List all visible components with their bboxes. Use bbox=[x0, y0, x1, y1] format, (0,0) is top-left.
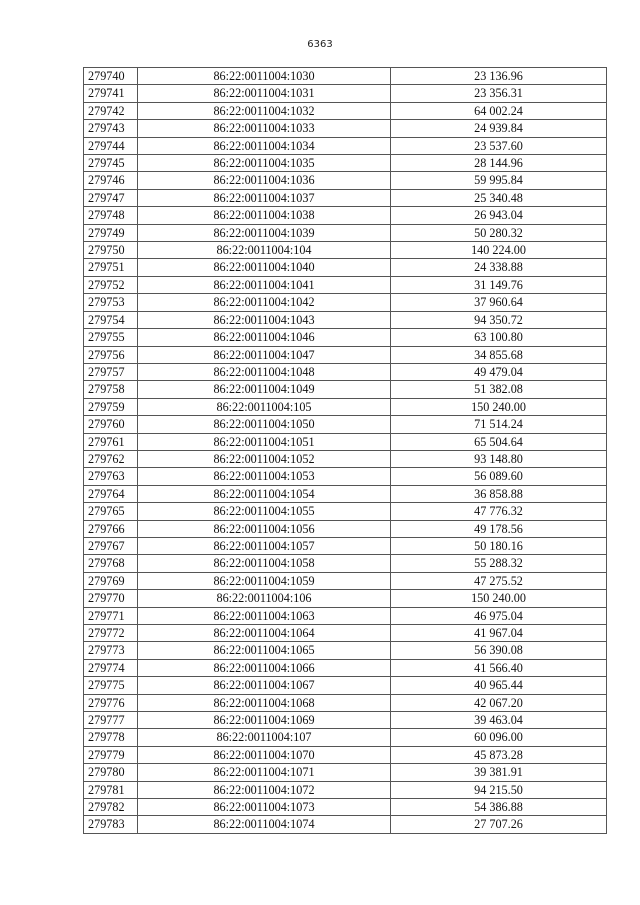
cadastral-number-cell: 86:22:0011004:1066 bbox=[138, 659, 391, 676]
cadastral-number-cell: 86:22:0011004:1070 bbox=[138, 746, 391, 763]
value-cell: 39 381.91 bbox=[391, 764, 607, 781]
row-number-cell: 279748 bbox=[84, 207, 138, 224]
value-cell: 36 858.88 bbox=[391, 485, 607, 502]
cadastral-number-cell: 86:22:0011004:1034 bbox=[138, 137, 391, 154]
cadastral-number-cell: 86:22:0011004:105 bbox=[138, 398, 391, 415]
table-row bbox=[84, 781, 607, 798]
value-cell: 49 178.56 bbox=[391, 520, 607, 537]
value-cell: 37 960.64 bbox=[391, 294, 607, 311]
value-cell: 34 855.68 bbox=[391, 346, 607, 363]
table-row bbox=[84, 381, 607, 398]
value-cell: 55 288.32 bbox=[391, 555, 607, 572]
row-number-cell: 279747 bbox=[84, 189, 138, 206]
row-number-cell: 279759 bbox=[84, 398, 138, 415]
cadastral-number-cell: 86:22:0011004:1041 bbox=[138, 276, 391, 293]
value-cell: 23 356.31 bbox=[391, 85, 607, 102]
table-row bbox=[84, 189, 607, 206]
cadastral-number-cell: 86:22:0011004:1050 bbox=[138, 416, 391, 433]
cadastral-number-cell: 86:22:0011004:1065 bbox=[138, 642, 391, 659]
cadastral-number-cell: 86:22:0011004:1038 bbox=[138, 207, 391, 224]
cadastral-number-cell: 86:22:0011004:1042 bbox=[138, 294, 391, 311]
value-cell: 41 967.04 bbox=[391, 625, 607, 642]
table-row bbox=[84, 642, 607, 659]
cadastral-number-cell: 86:22:0011004:1043 bbox=[138, 311, 391, 328]
table-row bbox=[84, 242, 607, 259]
row-number-cell: 279753 bbox=[84, 294, 138, 311]
table-row bbox=[84, 712, 607, 729]
table-row bbox=[84, 694, 607, 711]
value-cell: 50 280.32 bbox=[391, 224, 607, 241]
table-row bbox=[84, 659, 607, 676]
row-number-cell: 279765 bbox=[84, 503, 138, 520]
row-number-cell: 279740 bbox=[84, 68, 138, 85]
table-row bbox=[84, 799, 607, 816]
cadastral-number-cell: 86:22:0011004:1031 bbox=[138, 85, 391, 102]
registry-table bbox=[83, 67, 607, 834]
table-row bbox=[84, 572, 607, 589]
value-cell: 41 566.40 bbox=[391, 659, 607, 676]
table-row bbox=[84, 729, 607, 746]
cadastral-number-cell: 86:22:0011004:1030 bbox=[138, 68, 391, 85]
row-number-cell: 279776 bbox=[84, 694, 138, 711]
cadastral-number-cell: 86:22:0011004:1051 bbox=[138, 433, 391, 450]
row-number-cell: 279774 bbox=[84, 659, 138, 676]
row-number-cell: 279764 bbox=[84, 485, 138, 502]
row-number-cell: 279746 bbox=[84, 172, 138, 189]
row-number-cell: 279743 bbox=[84, 120, 138, 137]
row-number-cell: 279777 bbox=[84, 712, 138, 729]
table-row bbox=[84, 433, 607, 450]
cadastral-number-cell: 86:22:0011004:1039 bbox=[138, 224, 391, 241]
value-cell: 31 149.76 bbox=[391, 276, 607, 293]
value-cell: 59 995.84 bbox=[391, 172, 607, 189]
table-row bbox=[84, 590, 607, 607]
row-number-cell: 279754 bbox=[84, 311, 138, 328]
cadastral-number-cell: 86:22:0011004:1057 bbox=[138, 537, 391, 554]
value-cell: 64 002.24 bbox=[391, 102, 607, 119]
value-cell: 94 215.50 bbox=[391, 781, 607, 798]
value-cell: 56 089.60 bbox=[391, 468, 607, 485]
cadastral-number-cell: 86:22:0011004:1059 bbox=[138, 572, 391, 589]
row-number-cell: 279770 bbox=[84, 590, 138, 607]
value-cell: 27 707.26 bbox=[391, 816, 607, 833]
cadastral-number-cell: 86:22:0011004:1074 bbox=[138, 816, 391, 833]
value-cell: 46 975.04 bbox=[391, 607, 607, 624]
row-number-cell: 279775 bbox=[84, 677, 138, 694]
cadastral-number-cell: 86:22:0011004:1073 bbox=[138, 799, 391, 816]
value-cell: 60 096.00 bbox=[391, 729, 607, 746]
value-cell: 23 537.60 bbox=[391, 137, 607, 154]
cadastral-number-cell: 86:22:0011004:1033 bbox=[138, 120, 391, 137]
cadastral-number-cell: 86:22:0011004:1072 bbox=[138, 781, 391, 798]
cadastral-number-cell: 86:22:0011004:1035 bbox=[138, 155, 391, 172]
cadastral-number-cell: 86:22:0011004:106 bbox=[138, 590, 391, 607]
table-row bbox=[84, 294, 607, 311]
row-number-cell: 279745 bbox=[84, 155, 138, 172]
table-row bbox=[84, 555, 607, 572]
row-number-cell: 279750 bbox=[84, 242, 138, 259]
table-row bbox=[84, 607, 607, 624]
row-number-cell: 279771 bbox=[84, 607, 138, 624]
cadastral-number-cell: 86:22:0011004:1052 bbox=[138, 450, 391, 467]
cadastral-number-cell: 86:22:0011004:1067 bbox=[138, 677, 391, 694]
value-cell: 65 504.64 bbox=[391, 433, 607, 450]
row-number-cell: 279782 bbox=[84, 799, 138, 816]
table-row bbox=[84, 677, 607, 694]
table-row bbox=[84, 625, 607, 642]
value-cell: 150 240.00 bbox=[391, 398, 607, 415]
row-number-cell: 279762 bbox=[84, 450, 138, 467]
value-cell: 94 350.72 bbox=[391, 311, 607, 328]
table-row bbox=[84, 398, 607, 415]
table-row bbox=[84, 485, 607, 502]
table-row bbox=[84, 764, 607, 781]
table-row bbox=[84, 468, 607, 485]
row-number-cell: 279751 bbox=[84, 259, 138, 276]
value-cell: 39 463.04 bbox=[391, 712, 607, 729]
cadastral-number-cell: 86:22:0011004:1071 bbox=[138, 764, 391, 781]
table-row bbox=[84, 155, 607, 172]
table-row bbox=[84, 746, 607, 763]
cadastral-number-cell: 86:22:0011004:1054 bbox=[138, 485, 391, 502]
row-number-cell: 279768 bbox=[84, 555, 138, 572]
table-row bbox=[84, 259, 607, 276]
table-row bbox=[84, 416, 607, 433]
row-number-cell: 279756 bbox=[84, 346, 138, 363]
table-row bbox=[84, 450, 607, 467]
table-row bbox=[84, 85, 607, 102]
value-cell: 45 873.28 bbox=[391, 746, 607, 763]
table-row bbox=[84, 137, 607, 154]
row-number-cell: 279761 bbox=[84, 433, 138, 450]
cadastral-number-cell: 86:22:0011004:107 bbox=[138, 729, 391, 746]
table-row bbox=[84, 224, 607, 241]
cadastral-number-cell: 86:22:0011004:1047 bbox=[138, 346, 391, 363]
table-row bbox=[84, 329, 607, 346]
cadastral-number-cell: 86:22:0011004:1037 bbox=[138, 189, 391, 206]
row-number-cell: 279752 bbox=[84, 276, 138, 293]
page-number: 6363 bbox=[307, 39, 333, 50]
cadastral-number-cell: 86:22:0011004:1036 bbox=[138, 172, 391, 189]
cadastral-number-cell: 86:22:0011004:1032 bbox=[138, 102, 391, 119]
row-number-cell: 279760 bbox=[84, 416, 138, 433]
table-row bbox=[84, 503, 607, 520]
row-number-cell: 279755 bbox=[84, 329, 138, 346]
cadastral-number-cell: 86:22:0011004:1048 bbox=[138, 363, 391, 380]
value-cell: 56 390.08 bbox=[391, 642, 607, 659]
table-row bbox=[84, 311, 607, 328]
value-cell: 150 240.00 bbox=[391, 590, 607, 607]
row-number-cell: 279757 bbox=[84, 363, 138, 380]
cadastral-number-cell: 86:22:0011004:1056 bbox=[138, 520, 391, 537]
cadastral-number-cell: 86:22:0011004:1046 bbox=[138, 329, 391, 346]
value-cell: 26 943.04 bbox=[391, 207, 607, 224]
table-row bbox=[84, 346, 607, 363]
cadastral-number-cell: 86:22:0011004:104 bbox=[138, 242, 391, 259]
table-row bbox=[84, 537, 607, 554]
value-cell: 50 180.16 bbox=[391, 537, 607, 554]
value-cell: 40 965.44 bbox=[391, 677, 607, 694]
row-number-cell: 279773 bbox=[84, 642, 138, 659]
value-cell: 42 067.20 bbox=[391, 694, 607, 711]
row-number-cell: 279744 bbox=[84, 137, 138, 154]
row-number-cell: 279772 bbox=[84, 625, 138, 642]
table-row bbox=[84, 102, 607, 119]
row-number-cell: 279778 bbox=[84, 729, 138, 746]
table-body bbox=[84, 68, 607, 834]
cadastral-number-cell: 86:22:0011004:1049 bbox=[138, 381, 391, 398]
table-row bbox=[84, 816, 607, 833]
table-row bbox=[84, 172, 607, 189]
cadastral-number-cell: 86:22:0011004:1053 bbox=[138, 468, 391, 485]
value-cell: 28 144.96 bbox=[391, 155, 607, 172]
value-cell: 24 939.84 bbox=[391, 120, 607, 137]
row-number-cell: 279783 bbox=[84, 816, 138, 833]
cadastral-number-cell: 86:22:0011004:1058 bbox=[138, 555, 391, 572]
row-number-cell: 279758 bbox=[84, 381, 138, 398]
row-number-cell: 279763 bbox=[84, 468, 138, 485]
table-row bbox=[84, 520, 607, 537]
cadastral-number-cell: 86:22:0011004:1055 bbox=[138, 503, 391, 520]
value-cell: 47 776.32 bbox=[391, 503, 607, 520]
value-cell: 140 224.00 bbox=[391, 242, 607, 259]
row-number-cell: 279779 bbox=[84, 746, 138, 763]
cadastral-number-cell: 86:22:0011004:1063 bbox=[138, 607, 391, 624]
row-number-cell: 279742 bbox=[84, 102, 138, 119]
value-cell: 54 386.88 bbox=[391, 799, 607, 816]
row-number-cell: 279766 bbox=[84, 520, 138, 537]
table-row bbox=[84, 120, 607, 137]
value-cell: 49 479.04 bbox=[391, 363, 607, 380]
table-row bbox=[84, 207, 607, 224]
value-cell: 47 275.52 bbox=[391, 572, 607, 589]
value-cell: 93 148.80 bbox=[391, 450, 607, 467]
value-cell: 63 100.80 bbox=[391, 329, 607, 346]
row-number-cell: 279769 bbox=[84, 572, 138, 589]
value-cell: 71 514.24 bbox=[391, 416, 607, 433]
table-row bbox=[84, 68, 607, 85]
row-number-cell: 279749 bbox=[84, 224, 138, 241]
cadastral-number-cell: 86:22:0011004:1064 bbox=[138, 625, 391, 642]
table-row bbox=[84, 276, 607, 293]
value-cell: 24 338.88 bbox=[391, 259, 607, 276]
row-number-cell: 279767 bbox=[84, 537, 138, 554]
row-number-cell: 279780 bbox=[84, 764, 138, 781]
value-cell: 51 382.08 bbox=[391, 381, 607, 398]
value-cell: 23 136.96 bbox=[391, 68, 607, 85]
row-number-cell: 279781 bbox=[84, 781, 138, 798]
cadastral-number-cell: 86:22:0011004:1069 bbox=[138, 712, 391, 729]
value-cell: 25 340.48 bbox=[391, 189, 607, 206]
table-row bbox=[84, 363, 607, 380]
cadastral-number-cell: 86:22:0011004:1068 bbox=[138, 694, 391, 711]
row-number-cell: 279741 bbox=[84, 85, 138, 102]
cadastral-number-cell: 86:22:0011004:1040 bbox=[138, 259, 391, 276]
